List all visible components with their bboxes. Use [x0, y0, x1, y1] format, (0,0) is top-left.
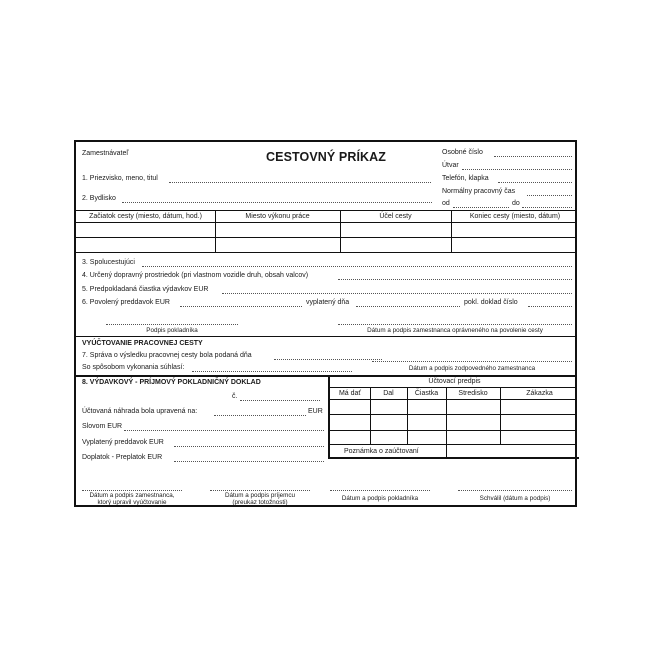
advance-label: 6. Povolený preddavok EUR [82, 299, 170, 306]
accounting-note-label: Poznámka o zaúčtovaní [344, 448, 419, 455]
col-work-place: Miesto výkonu práce [245, 213, 310, 220]
transport-field[interactable] [338, 279, 572, 280]
col-trip-start: Začiatok cesty (miesto, dátum, hod.) [89, 213, 202, 220]
words-label: Slovom EUR [82, 423, 123, 430]
acc-col-credit: Dal [383, 390, 394, 397]
travel-order-form [74, 140, 577, 507]
companions-label: 3. Spolucestujúci [82, 259, 135, 266]
accounting-row-line [330, 430, 575, 431]
settled-field[interactable] [214, 415, 306, 416]
voucher-number-label: č. [232, 393, 238, 400]
voucher-heading: 8. VÝDAVKOVÝ - PRÍJMOVÝ POKLADNIČNÝ DOKLAD [82, 379, 261, 386]
surcharge-label: Doplatok - Preplatok EUR [82, 454, 163, 461]
acc-col-debit: Má dať [338, 390, 362, 397]
employee-signature-line[interactable] [82, 490, 182, 491]
employee-signature-label-1: Dátum a podpis zamestnanca, [89, 492, 175, 499]
voucher-number-field[interactable] [240, 400, 320, 401]
responsible-signature-label: Dátum a podpis zodpovedného zamestnanca [408, 365, 536, 372]
cashier-footer-signature-label: Dátum a podpis pokladníka [341, 495, 419, 502]
surcharge-field[interactable] [174, 461, 324, 462]
acc-col-amount: Čiastka [414, 390, 439, 397]
expected-amount-field[interactable] [222, 293, 572, 294]
address-label: 2. Bydlisko [82, 195, 116, 202]
receiver-signature-line[interactable] [210, 490, 310, 491]
working-time-label: Normálny pracovný čas [442, 188, 516, 195]
acc-col-order: Zákazka [526, 390, 553, 397]
paid-day-label: vyplatený dňa [306, 299, 350, 306]
approval-signature-label: Schválil (dátum a podpis) [479, 495, 551, 502]
acc-col-center: Stredisko [458, 390, 488, 397]
approval-signature-line[interactable] [458, 490, 572, 491]
settlement-line [76, 336, 575, 337]
col-purpose: Účel cesty [379, 213, 412, 220]
cash-doc-field[interactable] [528, 306, 572, 307]
settlement-heading: VYÚČTOVANIE PRACOVNEJ CESTY [82, 340, 203, 347]
table-row-line [76, 237, 575, 238]
cash-doc-label: pokl. doklad číslo [464, 299, 518, 306]
receiver-signature-label-2: (preukaz totožnosti) [232, 499, 288, 506]
paid-advance-label: Vyplatený preddavok EUR [82, 439, 164, 446]
advance-field[interactable] [180, 306, 302, 307]
department-label: Útvar [442, 162, 459, 169]
to-field[interactable] [522, 207, 572, 208]
employee-signature-label-2: ktorý upravil vyúčtovanie [97, 499, 167, 506]
eur-label: EUR [308, 408, 323, 415]
cashier-footer-signature-line[interactable] [330, 490, 430, 491]
paid-advance-field[interactable] [174, 446, 324, 447]
report-date-field[interactable] [274, 359, 382, 360]
companions-field[interactable] [142, 266, 572, 267]
cashier-signature-line[interactable] [106, 324, 238, 325]
responsible-signature-line[interactable] [372, 361, 572, 362]
form-title: CESTOVNÝ PRÍKAZ [266, 150, 387, 164]
name-field[interactable] [169, 182, 431, 183]
phone-label: Telefón, klapka [442, 175, 489, 182]
accounting-heading: Účtovací predpis [428, 378, 481, 385]
personal-number-field[interactable] [494, 156, 572, 157]
receiver-signature-label-1: Dátum a podpis príjemcu [225, 492, 295, 499]
employer-label: Zamestnávateľ [82, 150, 129, 157]
personal-number-label: Osobné číslo [442, 149, 483, 156]
table-top-line [76, 210, 575, 211]
name-label: 1. Priezvisko, meno, titul [82, 175, 158, 182]
report-label: 7. Správa o výsledku pracovnej cesty bola podaná dňa [82, 352, 252, 359]
col-trip-end: Koniec cesty (miesto, dátum) [469, 213, 561, 220]
to-label: do [512, 200, 520, 207]
table-header-line [76, 222, 575, 223]
expected-amount-label: 5. Predpokladaná čiastka výdavkov EUR [82, 286, 209, 293]
accounting-header-line [330, 399, 575, 400]
transport-label: 4. Určený dopravný prostriedok (pri vlastnom vozidle druh, obsah valcov) [82, 272, 309, 279]
authorized-signature-label: Dátum a podpis zamestnanca oprávneného na povolenie cesty [367, 327, 543, 334]
phone-field[interactable] [498, 182, 572, 183]
accounting-row-line [330, 444, 575, 445]
cashier-signature-label: Podpis pokladníka [146, 327, 198, 334]
settled-label: Účtovaná náhrada bola upravená na: [82, 408, 198, 415]
agree-label: So spôsobom vykonania súhlasí: [82, 364, 185, 371]
from-field[interactable] [453, 207, 509, 208]
accounting-row-line [330, 414, 575, 415]
working-time-field[interactable] [527, 195, 572, 196]
words-field[interactable] [124, 430, 324, 431]
authorized-signature-line[interactable] [338, 324, 572, 325]
address-field[interactable] [122, 202, 432, 203]
accounting-heading-line [330, 387, 575, 388]
table-bottom-line [76, 252, 575, 253]
agree-field[interactable] [192, 371, 352, 372]
department-field[interactable] [462, 169, 572, 170]
from-label: od [442, 200, 450, 207]
paid-day-field[interactable] [356, 306, 460, 307]
